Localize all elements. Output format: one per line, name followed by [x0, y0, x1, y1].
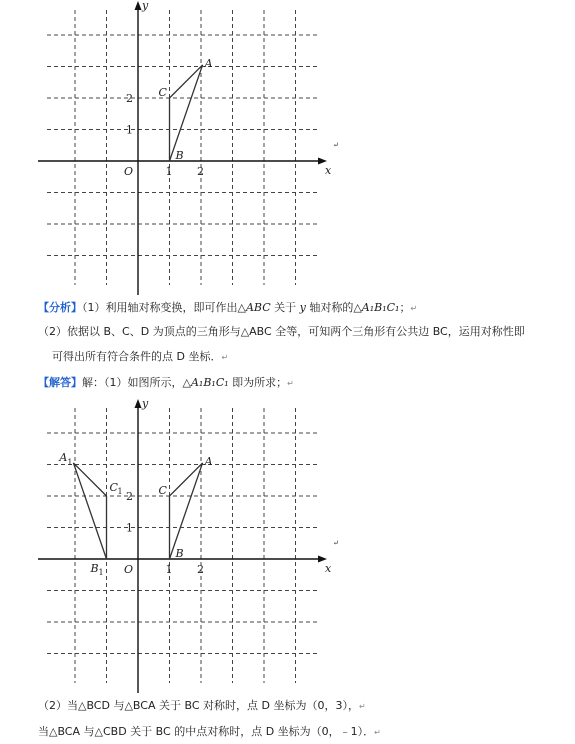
origin-label: O — [124, 165, 134, 178]
analysis-line-3: 可得出所有符合条件的点 D 坐标．↵ — [52, 350, 229, 363]
point-c-label: C — [158, 86, 167, 99]
point-c1-sub: 1 — [117, 487, 123, 496]
answer-line-2: （2）当△BCD 与△BCA 关于 BC 对称时，点 D 坐标为（0，3），↵ — [38, 699, 366, 712]
return-marker: ↵ — [333, 539, 339, 547]
analysis-line-1: 【分析】（1）利用轴对称变换，即可作出△ABC 关于 y 轴对称的△A₁B₁C₁；↵ — [38, 301, 418, 314]
triangle-abc — [170, 463, 203, 559]
figure-2 — [0, 398, 575, 693]
point-b-label: B — [175, 547, 184, 560]
y-axis-arrow — [135, 399, 142, 408]
tick-y-2: 2 — [126, 490, 133, 503]
tick-x-1: 1 — [165, 563, 173, 576]
x-axis-label: x — [325, 562, 332, 575]
coordinate-grid-2 — [0, 398, 575, 693]
y-axis-label: y — [142, 398, 149, 410]
point-a-label: A — [204, 56, 213, 70]
y-axis-label: y — [142, 0, 149, 12]
triangle-a1b1c1 — [73, 463, 106, 559]
x-axis-label: x — [325, 164, 332, 177]
point-a1-sub: 1 — [67, 457, 73, 467]
coordinate-grid-1 — [0, 0, 575, 295]
point-b1-label: B — [90, 562, 99, 575]
return-marker: ↵ — [333, 141, 339, 149]
point-b1-sub: 1 — [98, 568, 104, 577]
y-axis-arrow — [135, 1, 142, 10]
answer-tag: 【解答】 — [38, 376, 82, 389]
point-a-label: A — [204, 454, 213, 468]
figure-1 — [0, 0, 575, 295]
point-a1-label: A — [59, 450, 68, 464]
tick-y-2: 2 — [126, 92, 133, 105]
answer-line-1: 【解答】解：（1）如图所示，△A₁B₁C₁ 即为所求；↵ — [38, 376, 294, 389]
answer-line-3: 当△BCA 与△CBD 关于 BC 的中点对称时，点 D 坐标为（0，﹣1）．↵ — [38, 725, 381, 738]
triangle-abc — [170, 65, 203, 161]
origin-label: O — [124, 563, 134, 576]
tick-x-2: 2 — [197, 165, 204, 178]
tick-x-2: 2 — [197, 563, 204, 576]
tick-y-1: 1 — [126, 123, 133, 137]
tick-y-1: 1 — [126, 521, 133, 535]
tick-x-1: 1 — [165, 165, 173, 178]
analysis-tag: 【分析】 — [38, 301, 82, 314]
point-c1-label: C — [109, 481, 118, 494]
analysis-line-2: （2）依据以 B、C、D 为顶点的三角形与△ABC 全等，可知两个三角形有公共边 BC，运用对称性即 — [38, 325, 525, 338]
point-c-label: C — [158, 484, 167, 497]
point-b-label: B — [175, 149, 184, 162]
